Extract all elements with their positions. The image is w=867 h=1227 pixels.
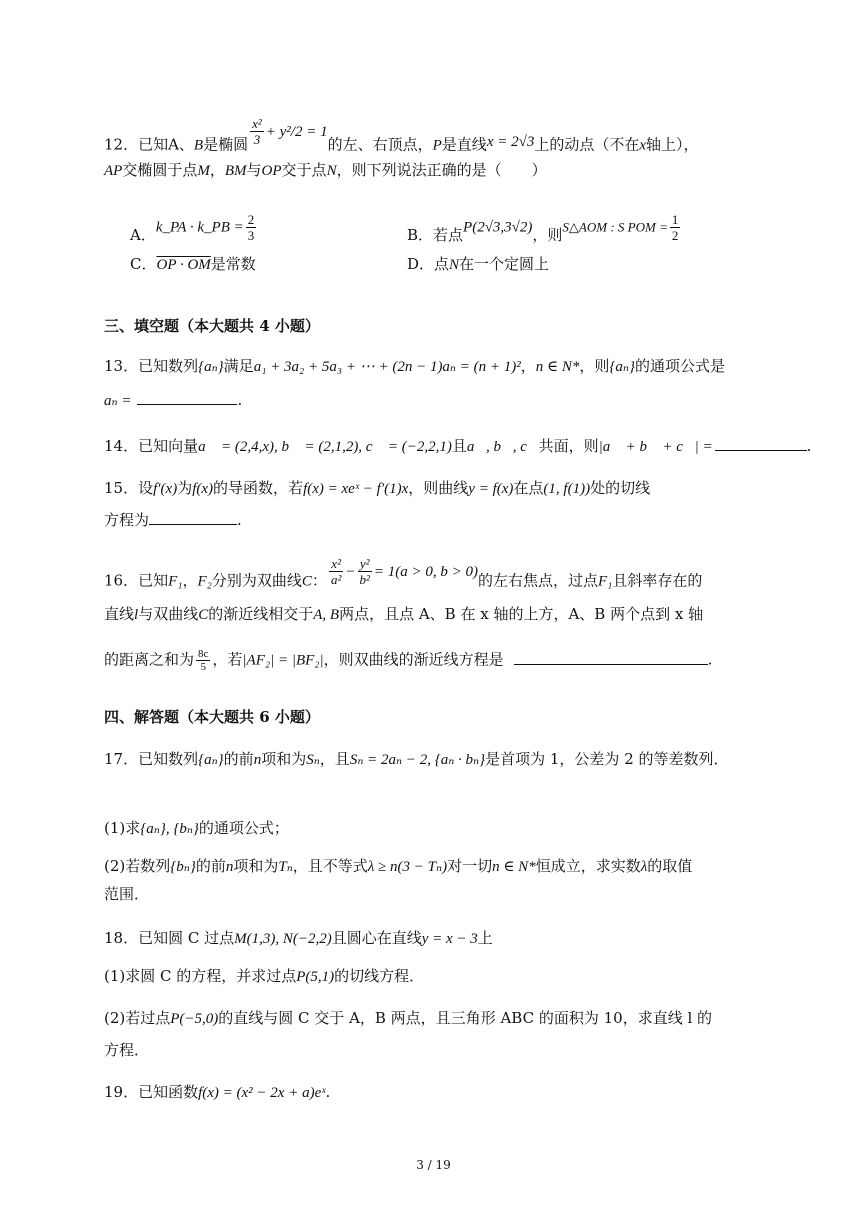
q16-text: 的距离之和为: [104, 650, 195, 669]
q16-text: 的左右焦点，过点: [477, 571, 598, 590]
option-b-frac: $\frac{1}{2}$: [671, 212, 679, 243]
q15-f: f(x): [192, 481, 214, 497]
q16-text: ：: [311, 571, 327, 590]
q12-p: P: [432, 137, 442, 154]
q12-n: N: [326, 163, 337, 179]
q17-n: n: [253, 752, 262, 768]
q15-curve: y = f(x): [468, 481, 514, 497]
q16-line2: [104, 604, 703, 625]
q17-lambda: λ: [640, 859, 648, 875]
q16-c2: C: [198, 607, 209, 623]
q16-line3: [104, 648, 712, 673]
q12-text: 的左、右顶点，: [327, 135, 433, 154]
q16-f2: F₂: [197, 573, 212, 590]
q14-text: 且: [451, 437, 467, 455]
q16-text: 且斜率存在的: [612, 571, 703, 590]
q13-text: 13．已知数列: [104, 357, 199, 375]
q12-option-b: [407, 212, 682, 243]
q13-answer-blank[interactable]: [137, 390, 237, 405]
q18-part2: [104, 1008, 712, 1029]
q12-text: 交椭圆于点: [122, 161, 198, 179]
q15-text: 处的切线: [590, 479, 651, 497]
q15-text: 方程为: [104, 511, 150, 529]
q12-bm: BM: [224, 163, 247, 179]
q16-text: 两点，且点 A、B 在 x 轴的上方，A、B 两个点到 x 轴: [339, 605, 704, 623]
q12-option-c: [130, 254, 256, 275]
q12-text: 是椭圆: [203, 135, 249, 154]
q17-text: 项和为: [261, 750, 307, 768]
option-a-frac: $\frac{2}{3}$: [247, 212, 255, 243]
q16-c: C: [301, 573, 312, 590]
q13-text: ，: [520, 357, 536, 375]
q13-text: 的通项公式是: [634, 357, 725, 375]
q13-text: ，则: [579, 357, 610, 375]
section-solution-title: 四、解答题（本大题共 6 小题）: [104, 708, 320, 726]
q17-line1: [104, 749, 729, 770]
q12-op: OP: [261, 163, 282, 179]
q12-text: ，: [209, 161, 225, 179]
q15-text: 在点: [513, 479, 544, 497]
q18-part2-cont: [104, 1040, 149, 1060]
q16-answer-blank[interactable]: [514, 650, 708, 665]
q17-text: 范围．: [104, 885, 150, 903]
hyperbola-cond: = 1(a > 0, b > 0): [373, 563, 478, 580]
q14-period: .: [806, 437, 812, 455]
q16-period: .: [707, 650, 713, 669]
section-fill-in-title: 三、填空题（本大题共 4 小题）: [104, 317, 320, 335]
q17-eq: Sₙ = 2aₙ − 2, {aₙ · bₙ}: [349, 752, 486, 768]
option-d-n: N: [449, 257, 460, 273]
q18-text: 上: [477, 929, 493, 947]
hyperbola-x-frac: $\frac{\text{x²}}{\text{a²}}$: [330, 556, 342, 587]
q17-sn: Sₙ: [306, 752, 320, 768]
q12-text: ，则下列说法正确的是（ ）: [336, 161, 547, 179]
option-a-label: A．: [130, 225, 156, 244]
q17-text: 对一切: [447, 857, 493, 875]
q15-text: 15．设: [104, 479, 154, 497]
q17-text: (2)若数列: [104, 857, 171, 875]
option-c-label: C．: [130, 255, 157, 273]
q17-text: ，且: [319, 750, 350, 768]
q17-text: 项和为: [233, 857, 279, 875]
q16-text: ，则双曲线的渐近线方程是: [323, 650, 504, 669]
q17-seqs: {aₙ}, {bₙ}: [140, 821, 199, 837]
q15-fprime: f′(x): [153, 481, 178, 497]
q17-text: 的前: [223, 750, 254, 768]
option-b-text: ，则: [532, 225, 563, 244]
option-c-expr: OP · OM: [156, 257, 211, 273]
q17-text: ，且不等式: [292, 857, 368, 875]
q17-part1: [104, 818, 289, 839]
q19-period: .: [325, 1083, 331, 1101]
option-b-point: P(2√3,3√2): [463, 219, 533, 236]
q18-text: 且圆心在直线: [331, 929, 422, 947]
q18-text: 的直线与圆 C 交于 A，B 两点，且三角形 ABC 的面积为 10，求直线 l 的: [218, 1009, 713, 1027]
q14-text: 共面，则: [538, 437, 599, 455]
q13-seq: {aₙ}: [198, 359, 224, 375]
q18-part1: [104, 966, 424, 987]
q12-ap: AP: [104, 163, 123, 179]
q16-text: ，: [182, 571, 198, 590]
hyperbola-minus: −: [345, 563, 356, 580]
q18-text: (2)若过点: [104, 1009, 171, 1027]
q16-frac: $\frac{8c}{5}$: [198, 648, 209, 673]
q15-answer-blank[interactable]: [149, 510, 237, 525]
option-b-ratio: S△AOM : S POM =: [562, 219, 668, 235]
q16-l: l: [134, 607, 139, 623]
q12-text: 12．已知A、: [104, 135, 194, 154]
q13-eq: a₁ + 3a₂ + 5a₃ + ⋯ + (2n − 1)aₙ = (n + 1)²: [253, 359, 521, 375]
q15-line1: [104, 478, 650, 499]
q12-line1: [104, 116, 699, 161]
q19-text: 19．已知函数: [104, 1083, 199, 1101]
q16-abs: |AF₂| = |BF₂|: [242, 652, 324, 669]
q16-text: 16．已知: [104, 571, 169, 590]
option-d-label: D．点: [407, 255, 450, 273]
q19-line1: [104, 1082, 330, 1103]
q16-line1: [104, 556, 703, 597]
q18-points: M(1,3), N(−2,2): [234, 931, 332, 947]
q18-text: 方程．: [104, 1041, 150, 1059]
q16-text: 分别为双曲线: [211, 571, 302, 590]
q17-text: 的前: [195, 857, 226, 875]
q13-text: 满足: [223, 357, 254, 375]
q17-ineq: λ ≥ n(3 − Tₙ): [367, 859, 448, 875]
q17-part2-cont: [104, 884, 149, 904]
q18-text: (1)求圆 C 的方程，并求过点: [104, 967, 297, 985]
q12-text: 上的动点（不在: [534, 135, 640, 154]
q18-line1: [104, 928, 493, 949]
q12-text: 与: [246, 161, 262, 179]
q12-option-a: [130, 212, 258, 243]
q13-domain: n ∈ N*: [535, 359, 580, 375]
q13-seq2: {aₙ}: [609, 359, 635, 375]
q15-text: 的导函数，若: [213, 479, 304, 497]
hyperbola-y-frac: $\frac{\text{y²}}{\text{b²}}$: [359, 556, 370, 587]
q14-norm: |a⃗ + b⃗ + c⃗| =: [598, 439, 713, 455]
q15-point: (1, f(1)): [543, 481, 591, 497]
q16-f1b: F₁: [598, 573, 613, 590]
q16-f1: F₁: [168, 573, 183, 590]
q12-b: B: [193, 137, 204, 154]
option-a-expr: k_PA · k_PB =: [155, 219, 244, 236]
q15-text: 为: [177, 479, 193, 497]
q12-x: x: [639, 137, 647, 154]
ellipse-eq: + y²/2 = 1: [265, 123, 328, 140]
q12-m: M: [197, 163, 210, 179]
q17-text: 恒成立，求实数: [535, 857, 641, 875]
option-c-text: 是常数: [210, 255, 256, 273]
q17-text: 的取值: [647, 857, 693, 875]
q16-text: 直线: [104, 605, 135, 623]
q12-text: 轴上），: [646, 135, 699, 154]
q17-text: 的通项公式；: [198, 819, 289, 837]
q18-p1: P(5,1): [296, 969, 335, 985]
q14-answer-blank[interactable]: [715, 436, 807, 451]
q16-text: 的渐近线相交于: [208, 605, 314, 623]
q13-line1: [104, 356, 725, 377]
q12-option-d: [407, 254, 549, 275]
q19-func: f(x) = (x² − 2x + a)eˣ: [198, 1085, 326, 1101]
q14-text: 14．已知向量: [104, 437, 199, 455]
q16-text: ，若: [212, 650, 243, 669]
q15-eq: f(x) = xeˣ − f′(1)x: [303, 481, 409, 497]
q16-ab: A, B: [313, 607, 340, 623]
q17-text: (1)求: [104, 819, 141, 837]
q17-bn: {bₙ}: [170, 859, 196, 875]
line-eq: x = 2√3: [486, 133, 535, 150]
q18-text: 的切线方程．: [334, 967, 425, 985]
ellipse-x-frac: $\frac{\text{x²}}{3}$: [252, 116, 262, 147]
q18-p2: P(−5,0): [170, 1011, 219, 1027]
q13-period: .: [237, 391, 243, 409]
q17-domain: n ∈ N*: [492, 859, 536, 875]
q15-period: .: [237, 511, 242, 529]
q17-seq: {aₙ}: [198, 752, 224, 768]
q17-n2: n: [225, 859, 234, 875]
q17-part2: [104, 856, 692, 877]
option-d-text: 在一个定圆上: [459, 255, 550, 273]
q17-text: 是首项为 1，公差为 2 的等差数列．: [485, 750, 729, 768]
page-number: 3 / 19: [416, 1158, 451, 1172]
q16-text: 与双曲线: [138, 605, 199, 623]
q17-tn: Tₙ: [278, 859, 293, 875]
q12-line2: [104, 160, 547, 181]
option-b-label: B．若点: [407, 225, 464, 244]
q12-text: 交于点: [281, 161, 327, 179]
q15-text: ，则曲线: [408, 479, 469, 497]
q15-line2: [104, 510, 242, 530]
q14-vectors: a⃗ = (2,4,x), b⃗ = (2,1,2), c⃗ = (−2,2,1): [198, 439, 452, 455]
q18-text: 18．已知圆 C 过点: [104, 929, 235, 947]
q14-line: [104, 436, 811, 457]
q18-line-eq: y = x − 3: [421, 931, 478, 947]
q17-text: 17．已知数列: [104, 750, 199, 768]
q14-abc: a⃗, b⃗, c⃗: [466, 439, 539, 455]
q13-line2: [104, 390, 242, 411]
q12-text: 是直线: [441, 135, 487, 154]
q13-an: aₙ =: [104, 393, 132, 409]
